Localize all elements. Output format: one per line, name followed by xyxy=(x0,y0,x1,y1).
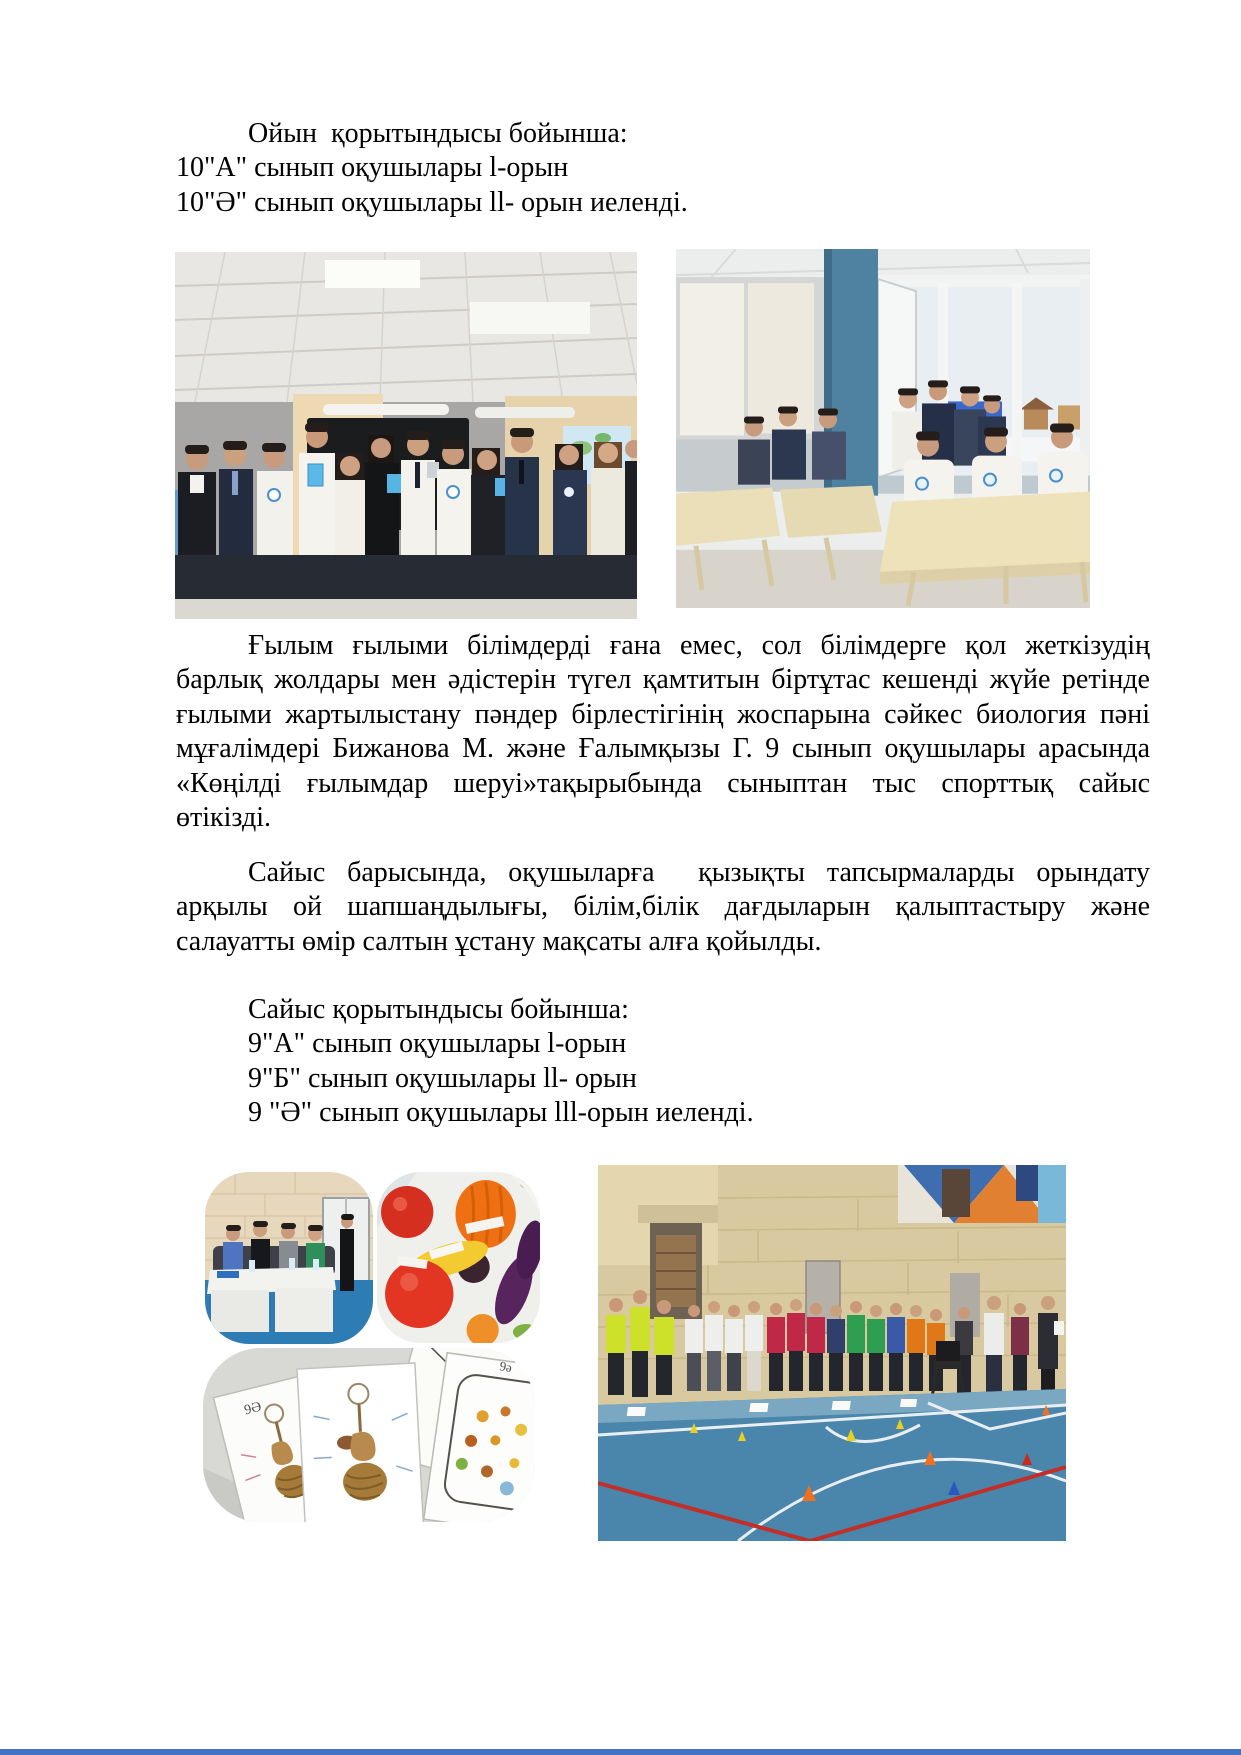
red-apple xyxy=(381,1186,433,1238)
photo-gym xyxy=(598,1165,1066,1541)
results-line-2: 9"Б" сынып оқушылары ll- орын xyxy=(248,1062,637,1094)
green-vegetable xyxy=(513,1324,539,1340)
photo-vegetables xyxy=(377,1172,540,1343)
paper-in-hand xyxy=(1054,1321,1064,1335)
results-line-3: 9 "Ә" сынып оқушылары lll-орын иеленді. xyxy=(248,1097,754,1129)
science-line: ғылыми жартылыстану пәндер бірлестігінің жоспарына сәйкес биология пәні xyxy=(176,698,1150,730)
results-block xyxy=(176,993,1150,1131)
science-line: барлық жолдары мен әдістерін түгел қамтитын біртұтас кешенді жүйе ретінде xyxy=(176,664,1150,696)
photo-classroom-desks xyxy=(676,249,1090,608)
card-label-left: 9Ә xyxy=(242,1399,264,1419)
red-tomato xyxy=(385,1260,453,1328)
contest-line: арқылы ой шапшаңдылығы, білім,білік дағдыларын қалыптастыру және xyxy=(176,891,1150,923)
science-line: мұғалімдері Бижанова М. және Ғалымқызы Г. 9 сынып оқушылары арасында xyxy=(176,733,1150,765)
intro-block xyxy=(176,117,1150,220)
mural xyxy=(898,1165,1066,1223)
light-panel xyxy=(325,260,420,288)
photo-jury-table xyxy=(205,1172,373,1344)
results-heading: Сайыс қорытындысы бойынша: xyxy=(248,994,629,1025)
roller-blind xyxy=(680,283,744,435)
card-digestive-center xyxy=(297,1363,423,1522)
card-label-right: 9ә xyxy=(498,1358,514,1376)
photo-vegetables-graphic xyxy=(377,1172,540,1343)
blue-folder xyxy=(217,1271,239,1278)
photo-jury-table-graphic xyxy=(205,1172,373,1344)
contest-line: салауатты өмір салтын ұстану мақсаты алға қойылды. xyxy=(176,925,822,957)
intro-heading: Ойын қорытындысы бойынша: xyxy=(248,118,628,149)
photo-drawings xyxy=(203,1348,535,1522)
intro-line-1: 10"А" сынып оқушылары l-орын xyxy=(176,152,569,184)
contest-paragraph xyxy=(176,856,1150,959)
photo-classroom-group xyxy=(175,252,637,619)
bottom-blue-bar xyxy=(0,1749,1241,1755)
contest-line: Сайыс барысында, оқушыларға қызықты тапсырмаларды орындату xyxy=(248,857,1150,888)
wall-light xyxy=(475,407,575,418)
intro-line-2: 10"Ә" сынып оқушылары ll- орын иеленді. xyxy=(176,186,688,218)
wall-light xyxy=(323,404,449,415)
photo-drawings-graphic xyxy=(203,1348,535,1522)
photo-gym-graphic xyxy=(598,1165,1066,1541)
trousers-row xyxy=(175,555,637,599)
chair xyxy=(936,1341,960,1363)
standing-teacher xyxy=(340,1229,354,1291)
floor xyxy=(175,599,637,619)
photo-classroom-group-graphic xyxy=(175,252,637,619)
science-line: «Көңілді ғылымдар шеруі»тақырыбында сыныптан тыс спорттық сайыс xyxy=(176,767,1150,799)
science-paragraph xyxy=(176,629,1150,835)
science-line: өтікізді. xyxy=(176,802,271,834)
photo-classroom-desks-graphic xyxy=(676,249,1090,608)
results-line-1: 9"А" сынып оқушылары l-орын xyxy=(248,1028,627,1060)
light-panel xyxy=(470,302,590,334)
science-line: Ғылым ғылыми білімдерді ғана емес, сол білімдерге қол жеткізудің xyxy=(248,630,1150,661)
